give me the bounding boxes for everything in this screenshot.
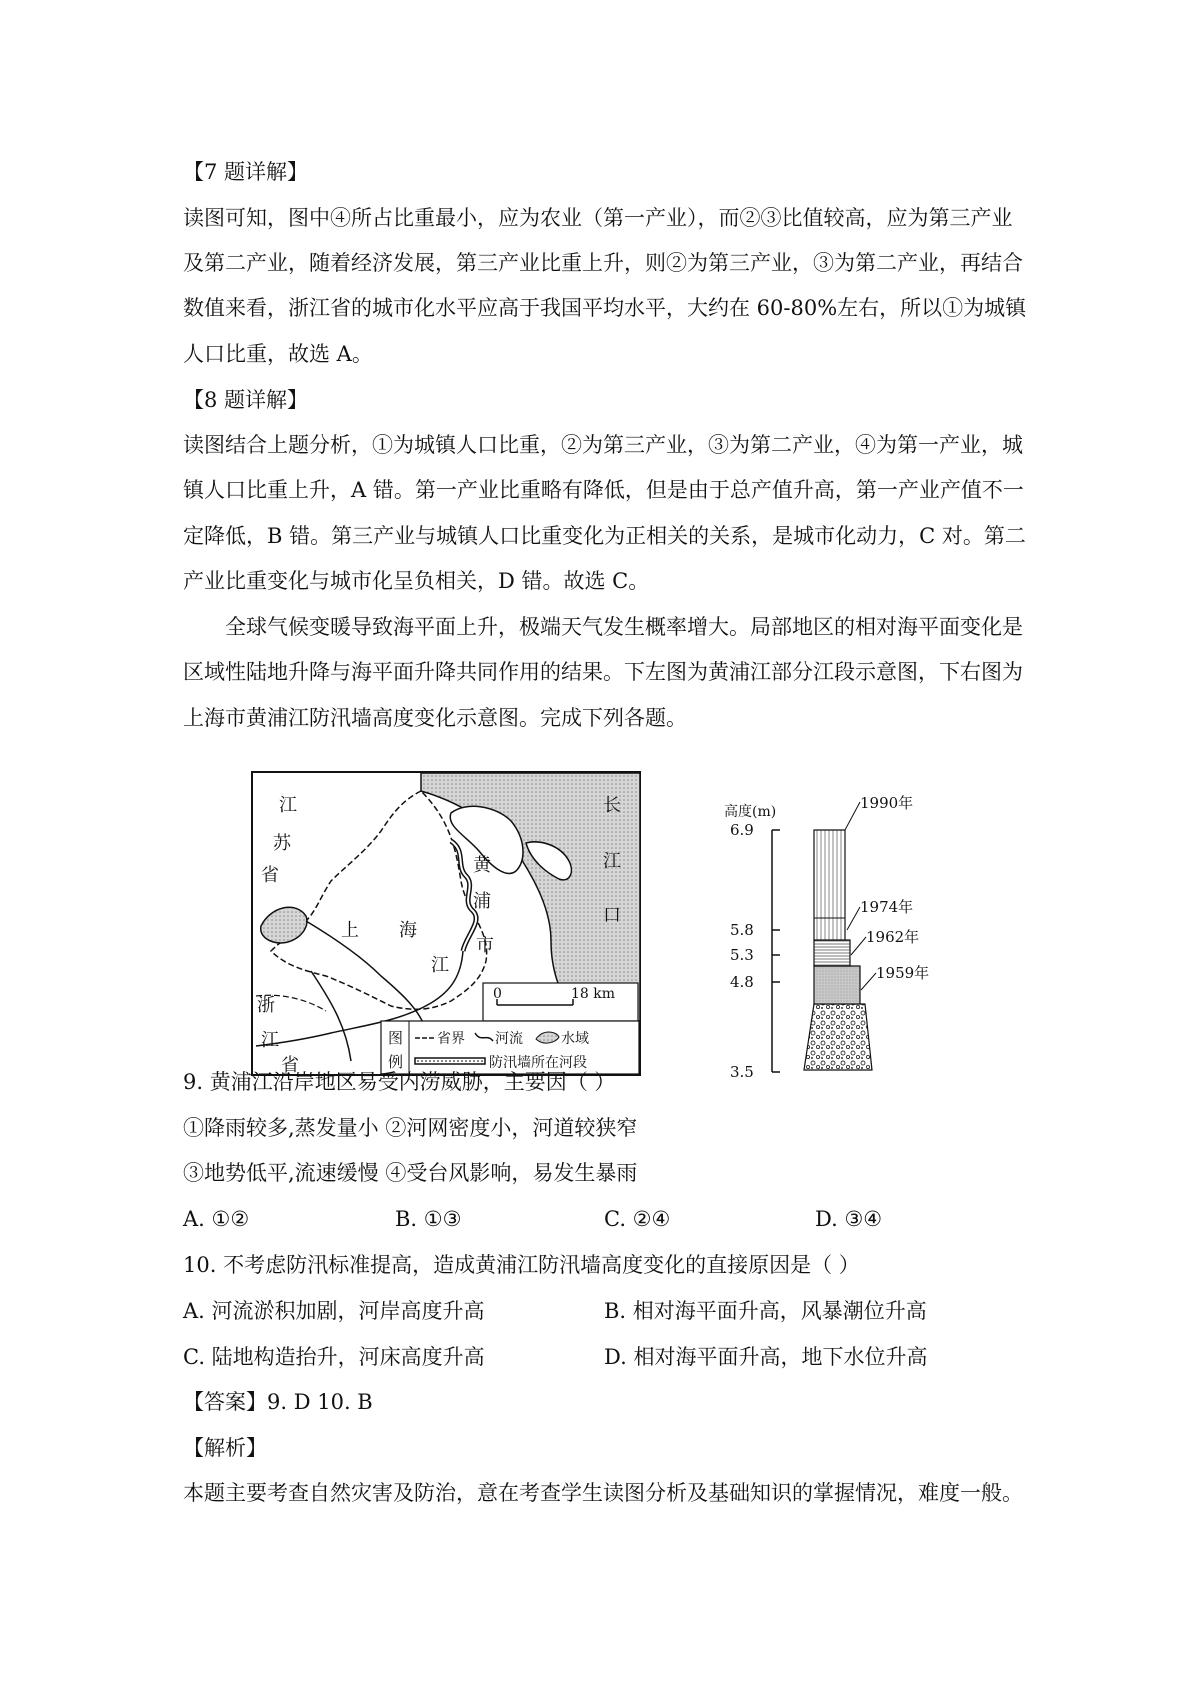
q9-option-a: A. ①②	[183, 1207, 250, 1231]
analysis-line: 本题主要考查自然灾害及防治，意在考查学生读图分析及基础知识的掌握情况，难度一般。	[183, 1481, 1023, 1505]
section-7-line-3: 数值来看，浙江省的城市化水平应高于我国平均水平，大约在 60-80%左右，所以①为城镇	[183, 296, 1027, 320]
legend-boundary: 省界	[437, 1031, 465, 1047]
y-tick-label: 5.3	[730, 946, 754, 964]
section-7-heading: 【7 题详解】	[183, 160, 309, 184]
label-hai: 海	[399, 920, 417, 941]
section-8-line-3: 定降低，B 错。第三产业与城镇人口比重变化为正相关的关系，是城市化动力，C 对。第二	[183, 524, 1026, 548]
label-shi: 市	[476, 935, 494, 956]
section-8-line-2: 镇人口比重上升，A 错。第一产业比重略有降低，但是由于总产值升高，第一产业产值不一	[183, 478, 1024, 502]
intro-line-3: 上海市黄浦江防汛墙高度变化示意图。完成下列各题。	[183, 706, 687, 730]
label-kou: 口	[603, 905, 621, 926]
analysis-heading: 【解析】	[183, 1436, 267, 1460]
year-label: 1962年	[866, 928, 920, 946]
label-sheng1: 省	[261, 865, 279, 886]
year-leader-line	[847, 907, 860, 930]
section-8-line-4: 产业比重变化与城市化呈负相关，D 错。故选 C。	[183, 569, 650, 593]
section-7-line-4: 人口比重，故选 A。	[183, 342, 373, 366]
wall-base	[804, 1004, 872, 1070]
answer-line: 【答案】9. D 10. B	[183, 1390, 373, 1414]
label-sheng2: 省	[281, 1055, 299, 1076]
label-huang: 黄	[473, 855, 491, 876]
wall-layer-1990-1974	[814, 830, 845, 940]
legend-wall: 防汛墙所在河段	[489, 1055, 587, 1071]
label-jiang1: 江	[279, 795, 297, 816]
q9-item-2: ③地势低平,流速缓慢 ④受台风影响，易发生暴雨	[183, 1161, 638, 1185]
section-8-line-1: 读图结合上题分析，①为城镇人口比重，②为第三产业，③为第二产业，④为第一产业，城	[183, 433, 1023, 457]
scale-zero: 0	[493, 986, 502, 1002]
y-tick-label: 5.8	[730, 921, 754, 939]
intro-line-2: 区域性陆地升降与海平面升降共同作用的结果。下左图为黄浦江部分江段示意图，下右图为	[183, 660, 1023, 684]
year-leader-line	[851, 937, 866, 955]
year-label: 1959年	[876, 964, 930, 982]
scale-value: 18 km	[571, 986, 616, 1002]
label-chang: 长	[603, 795, 621, 816]
year-label: 1974年	[860, 898, 914, 916]
section-8-heading: 【8 题详解】	[183, 388, 309, 412]
label-shang: 上	[341, 920, 359, 941]
flood-wall-chart	[720, 790, 930, 1080]
year-label: 1990年	[860, 794, 914, 812]
q9-option-b: B. ①③	[395, 1207, 462, 1231]
label-jiang4: 江	[261, 1030, 279, 1051]
legend-river: 河流	[495, 1031, 523, 1047]
q9-stem: 9. 黄浦江沿岸地区易受内涝威胁，主要因（ ）	[183, 1070, 616, 1094]
label-jiang2: 江	[431, 955, 449, 976]
intro-line-1: 全球气候变暖导致海平面上升，极端天气发生概率增大。局部地区的相对海平面变化是	[225, 615, 1023, 639]
wall-layer-1962	[814, 940, 850, 966]
y-tick-label: 3.5	[730, 1063, 754, 1080]
y-tick-label: 4.8	[730, 973, 754, 991]
chart-ylabel: 高度(m)	[724, 804, 777, 820]
q10-option-c: C. 陆地构造抬升，河床高度升高	[183, 1345, 485, 1369]
q10-option-b: B. 相对海平面升高，风暴潮位升高	[604, 1299, 927, 1323]
year-labels	[845, 794, 929, 990]
label-zhe: 浙	[257, 995, 275, 1016]
section-7-line-2: 及第二产业，随着经济发展，第三产业比重上升，则②为第三产业，③为第二产业，再结合	[183, 251, 1023, 275]
q9-option-d: D. ③④	[815, 1207, 883, 1231]
q9-item-1: ①降雨较多,蒸发量小 ②河网密度小，河道较狭窄	[183, 1116, 638, 1140]
q9-option-c: C. ②④	[604, 1207, 671, 1231]
legend-water: 水域	[561, 1031, 589, 1047]
y-tick-label: 6.9	[730, 821, 754, 839]
legend-tu: 图	[388, 1029, 404, 1047]
wall-layer-1959	[814, 966, 860, 1004]
huangpu-map	[251, 771, 641, 1076]
label-pu: 浦	[473, 891, 491, 912]
q10-stem: 10. 不考虑防汛标准提高，造成黄浦江防汛墙高度变化的直接原因是（ ）	[183, 1253, 860, 1277]
q10-option-a: A. 河流淤积加剧，河岸高度升高	[183, 1299, 485, 1323]
section-7-line-1: 读图可知，图中④所占比重最小，应为农业（第一产业），而②③比值较高，应为第三产业	[183, 206, 1013, 230]
legend-li: 例	[388, 1053, 404, 1071]
wall-layers	[804, 830, 872, 1070]
year-leader-line	[845, 802, 860, 830]
label-su: 苏	[273, 833, 291, 854]
year-leader-line	[861, 973, 876, 990]
q10-option-d: D. 相对海平面升高，地下水位升高	[604, 1345, 928, 1369]
label-jiang3: 江	[603, 851, 621, 872]
